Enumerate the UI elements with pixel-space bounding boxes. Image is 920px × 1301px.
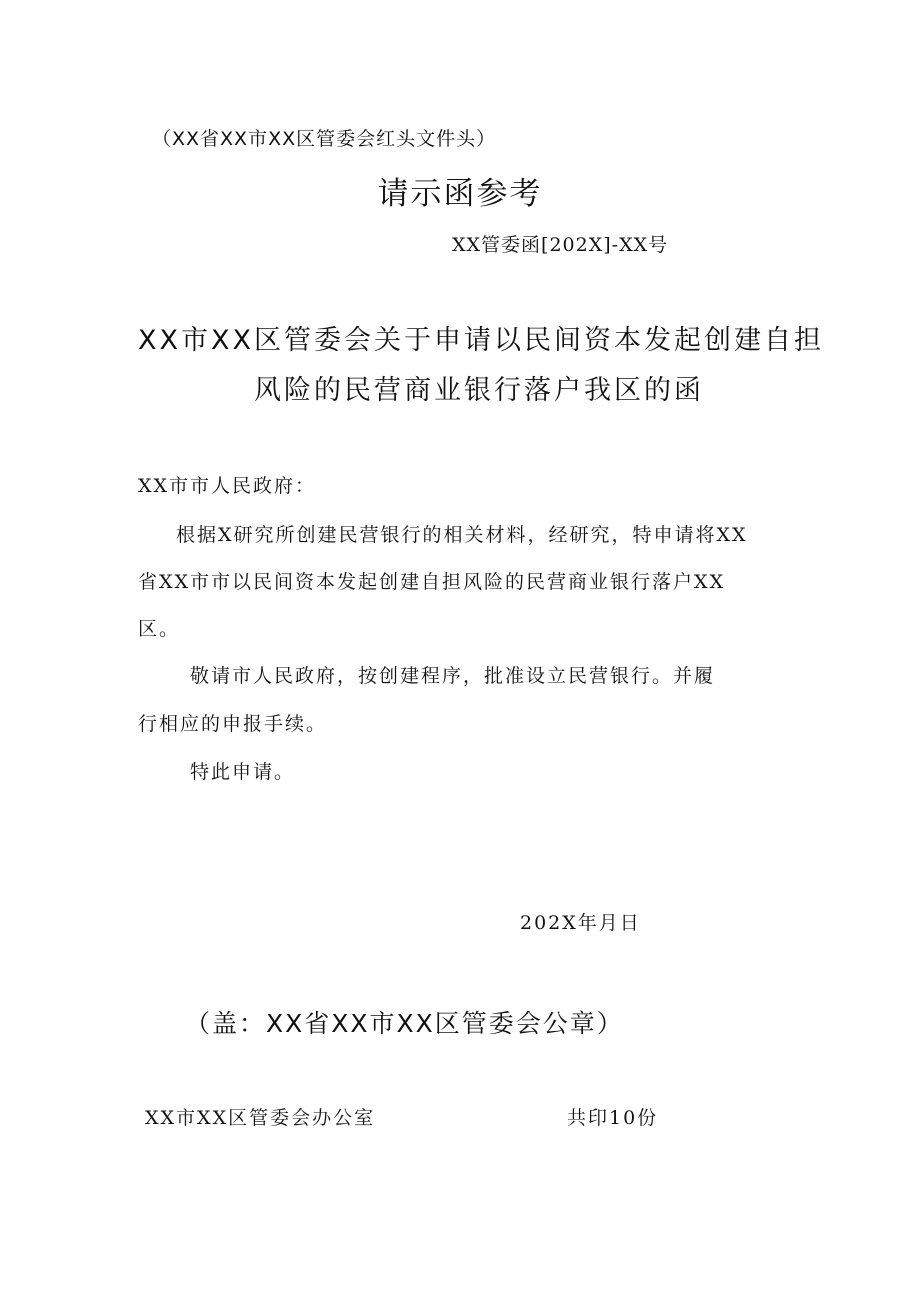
seal-note: （盖：XX省XX市XX区管委会公章） [185, 1009, 624, 1038]
letterhead-note: （XX省XX市XX区管委会红头文件头） [152, 128, 497, 150]
body-paragraph-1-line-1: 根据X研究所创建民营银行的相关材料，经研究，特申请将XX [176, 524, 748, 546]
footer-copy-count: 共印10份 [567, 1107, 659, 1129]
body-paragraph-1-line-3: 区。 [138, 618, 181, 640]
document-type-title: 请示函参考 [377, 176, 543, 212]
footer-issuing-office: XX市XX区管委会办公室 [145, 1107, 376, 1129]
body-paragraph-2-line-2: 行相应的申报手续。 [138, 713, 328, 735]
body-paragraph-1-line-2: 省XX市市以民间资本发起创建自担风险的民营商业银行落户XX [138, 571, 726, 593]
addressee: XX市市人民政府： [138, 475, 317, 497]
subject-title-line-2: 风险的民营商业银行落户我区的函 [254, 375, 704, 406]
body-paragraph-2-line-1: 敬请市人民政府，按创建程序，批准设立民营银行。并履 [190, 665, 716, 687]
body-paragraph-3-closing: 特此申请。 [190, 761, 296, 783]
document-number: XX管委函[202X]-XX号 [452, 234, 669, 256]
issue-date: 202X年月日 [520, 912, 641, 934]
subject-title-line-1: XX市XX区管委会关于申请以民间资本发起创建自担 [138, 325, 824, 356]
